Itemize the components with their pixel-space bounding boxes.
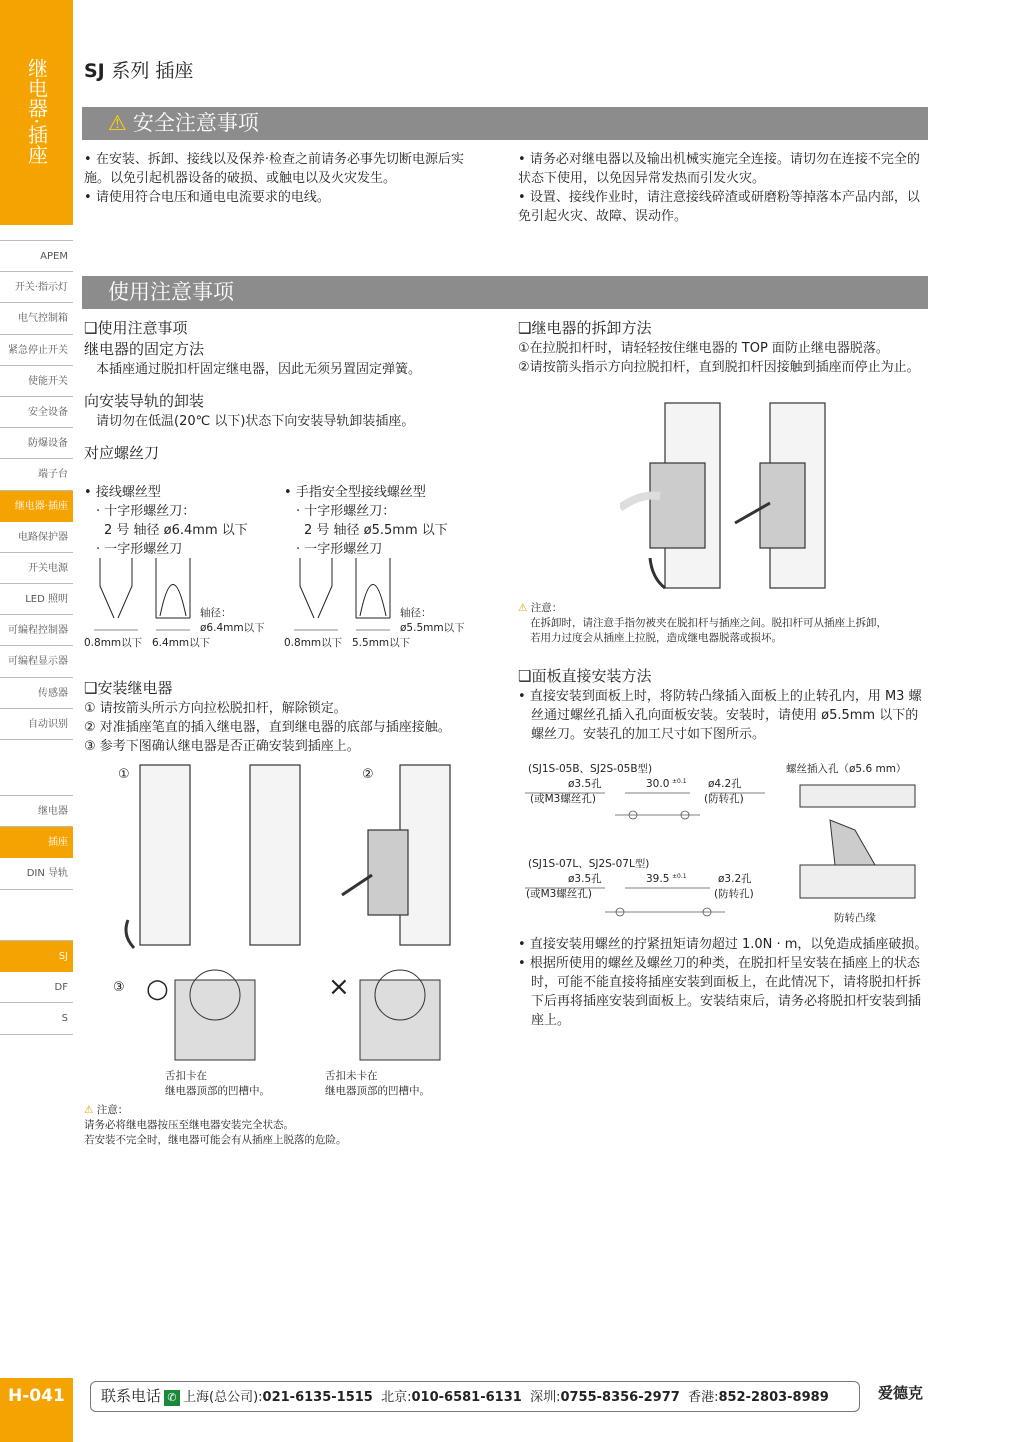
page-title: SJ 系列 插座: [84, 60, 194, 82]
ng-caption: 舌扣未卡在 继电器顶部的凹槽中。: [325, 1070, 430, 1097]
latch-check-illustration: [170, 960, 460, 1065]
removal-note: ⚠ 注意： 在拆卸时，请注意手指勿被夹在脱扣杆与插座之间。脱扣杆可从插座上拆卸， 若用力过度会从插座上拉脱，造成继电器脱落或损坏。: [518, 602, 887, 644]
safety-item: • 请务必对继电器以及输出机械实施完全连接。请切勿在连接不完全的状态下使用，以免因异常发热而引发火灾。: [518, 150, 928, 188]
phone-icon: ✆: [164, 1390, 180, 1406]
section-heading: ❑使用注意事项: [84, 319, 188, 337]
nav-item[interactable]: 开关电源: [0, 553, 73, 584]
paragraph: • 直接安装到面板上时，将防转凸缘插入面板上的止转孔内，用 M3 螺丝通过螺丝孔插入孔向面板安装。安装时，请使用 ø5.5mm 以下的螺丝刀。安装孔的加工尺寸如下图所示。: [518, 687, 930, 744]
nav-item[interactable]: 传感器: [0, 678, 73, 709]
driver-cross: · 十字形螺丝刀：: [96, 504, 196, 519]
nav-item[interactable]: DIN 导轨: [0, 858, 73, 889]
ok-caption: 舌扣卡在 继电器顶部的凹槽中。: [165, 1070, 270, 1097]
tip-a: 0.8mm以下: [84, 637, 143, 649]
driver-flat: · 一字形螺丝刀: [296, 542, 383, 557]
safety-item: • 请使用符合电压和通电电流要求的电线。: [84, 188, 484, 207]
nav-item[interactable]: 开关·指示灯: [0, 272, 73, 303]
step: ③ 参考下图确认继电器是否正确安装到插座上。: [84, 739, 360, 754]
nav-item[interactable]: APEM: [0, 241, 73, 272]
subheading: 向安装导轨的卸装: [84, 392, 205, 410]
usage-left: [84, 318, 504, 464]
shaft-b: 轴径： ø5.5mm以下: [400, 607, 465, 634]
install-section: [84, 678, 504, 756]
sub-nav: [0, 795, 73, 890]
hole-dimension-lines: [525, 790, 765, 920]
nav-item[interactable]: 安全设备: [0, 397, 73, 428]
driver-cross-spec: 2 号 轴径 ø5.5mm 以下: [304, 523, 448, 538]
contact-bar: 联系电话 ✆ 上海(总公司):021-6135-1515 北京:010-6581-6131 深圳:0755-8356-2977 香港:852-2803-8989: [90, 1381, 860, 1412]
warning-icon: ⚠: [518, 602, 528, 614]
driver-a: [84, 483, 284, 559]
step: ① 请按箭头所示方向拉松脱扣杆，解除锁定。: [84, 701, 347, 716]
safety-banner: ⚠ 安全注意事项: [82, 107, 928, 140]
dimension-05b: (SJ1S-05B、SJ2S-05B型) ø3.5孔 (或M3螺丝孔) 30.0 ±0.1 ø4.2孔 (防转孔): [528, 763, 744, 805]
driver-cross: · 十字形螺丝刀：: [296, 504, 396, 519]
screw-hole-label: 螺丝插入孔（ø5.6 mm）: [786, 763, 907, 775]
nav-item[interactable]: 防爆设备: [0, 428, 73, 459]
paragraph: 请切勿在低温(20℃ 以下)状态下向安装导轨卸装插座。: [96, 414, 415, 429]
section-heading: ❑安装继电器: [84, 679, 173, 697]
driver-type: • 手指安全型接线螺丝型: [284, 483, 504, 502]
relay-install-illustration: [110, 760, 490, 950]
safety-left: [84, 150, 484, 207]
usage-banner: 使用注意事项: [82, 276, 928, 309]
nav-item[interactable]: 自动识别: [0, 709, 73, 740]
nav-item[interactable]: 继电器·插座: [0, 491, 73, 522]
safety-item: • 在安装、拆卸、接线以及保养·检查之前请务必事先切断电源后实施。以免引起机器设备的破损、或触电以及火灾发生。: [84, 150, 484, 188]
tip-b: 0.8mm以下: [284, 637, 343, 649]
nav-item[interactable]: 端子台: [0, 459, 73, 490]
subheading: 对应螺丝刀: [84, 444, 160, 462]
driver-cross-spec: 2 号 轴径 ø6.4mm 以下: [104, 523, 248, 538]
paragraph: 本插座通过脱扣杆固定继电器，因此无须另置固定弹簧。: [96, 362, 422, 377]
note-item: • 根据所使用的螺丝及螺丝刀的种类，在脱扣杆呈安装在插座上的状态时，可能不能直接将插座安装到面板上，在此情况下，请将脱扣杆拆下后再将插座安装到面板上。安装结束后，请务必将脱扣杆安装到插座上。: [518, 954, 930, 1030]
driver-flat: · 一字形螺丝刀: [96, 542, 183, 557]
usage-right: [518, 318, 930, 377]
install-note: ⚠ 注意： 请务必将继电器按压至继电器安装完全状态。 若安装不完全时，继电器可能会有从插座上脱落的危险。: [84, 1104, 347, 1146]
series-nav: [0, 940, 73, 1035]
shaft-a: 轴径： ø6.4mm以下: [200, 607, 265, 634]
brand-logo: 爱德克: [878, 1384, 924, 1402]
nav-item[interactable]: 继电器: [0, 796, 73, 827]
figure-label: ②: [362, 767, 374, 782]
panel-notes: [518, 935, 930, 1030]
safety-item: • 设置、接线作业时，请注意接线碎渣或研磨粉等掉落本产品内部，以免引起火灾、故障、误动作。: [518, 188, 928, 226]
warning-icon: ⚠: [108, 111, 127, 135]
contact-label: 联系电话: [101, 1387, 162, 1405]
category-nav: [0, 240, 73, 740]
nav-item[interactable]: S: [0, 1003, 73, 1034]
note-item: • 直接安装用螺丝的拧紧扭矩请勿超过 1.0N · m，以免造成插座破损。: [518, 935, 930, 954]
section-heading: ❑面板直接安装方法: [518, 667, 652, 685]
nav-item[interactable]: 紧急停止开关: [0, 335, 73, 366]
flange-label: 防转凸缘: [834, 912, 876, 924]
incorrect-mark: ×: [328, 972, 350, 1002]
dimension-07l: (SJ1S-07L、SJ2S-07L型) ø3.5孔 (或M3螺丝孔) 39.5 ±0.1 ø3.2孔 (防转孔): [526, 858, 754, 900]
width-b: 5.5mm以下: [352, 637, 411, 649]
subheading: 继电器的固定方法: [84, 340, 205, 358]
socket-side-illustration: [795, 780, 920, 910]
nav-item[interactable]: 插座: [0, 827, 73, 858]
panel-section: [518, 666, 930, 744]
side-title: 继电器·插座: [24, 58, 49, 165]
step: ②请按箭头指示方向拉脱扣杆，直到脱扣杆因接触到插座而停止为止。: [518, 360, 920, 375]
nav-item[interactable]: 电路保护器: [0, 522, 73, 553]
figure-label: ①: [118, 767, 130, 782]
nav-item[interactable]: 可编程显示器: [0, 646, 73, 677]
safety-right: [518, 150, 928, 226]
step: ①在拉脱扣杆时，请轻轻按住继电器的 TOP 面防止继电器脱落。: [518, 341, 889, 356]
nav-item[interactable]: LED 照明: [0, 584, 73, 615]
section-heading: ❑继电器的拆卸方法: [518, 319, 652, 337]
correct-mark: ○: [146, 974, 169, 1004]
nav-item[interactable]: 可编程控制器: [0, 615, 73, 646]
nav-item[interactable]: 使能开关: [0, 366, 73, 397]
nav-item[interactable]: 电气控制箱: [0, 303, 73, 334]
nav-item[interactable]: DF: [0, 972, 73, 1003]
driver-type: • 接线螺丝型: [84, 483, 284, 502]
figure-label: ③: [113, 980, 125, 995]
width-a: 6.4mm以下: [152, 637, 211, 649]
warning-icon: ⚠: [84, 1104, 94, 1116]
relay-removal-illustration: [620, 398, 830, 593]
page-number: H-041: [0, 1378, 73, 1442]
driver-b: [284, 483, 504, 559]
side-category-tab: [0, 0, 73, 225]
step: ② 对准插座笔直的插入继电器，直到继电器的底部与插座接触。: [84, 720, 451, 735]
nav-item[interactable]: SJ: [0, 941, 73, 972]
